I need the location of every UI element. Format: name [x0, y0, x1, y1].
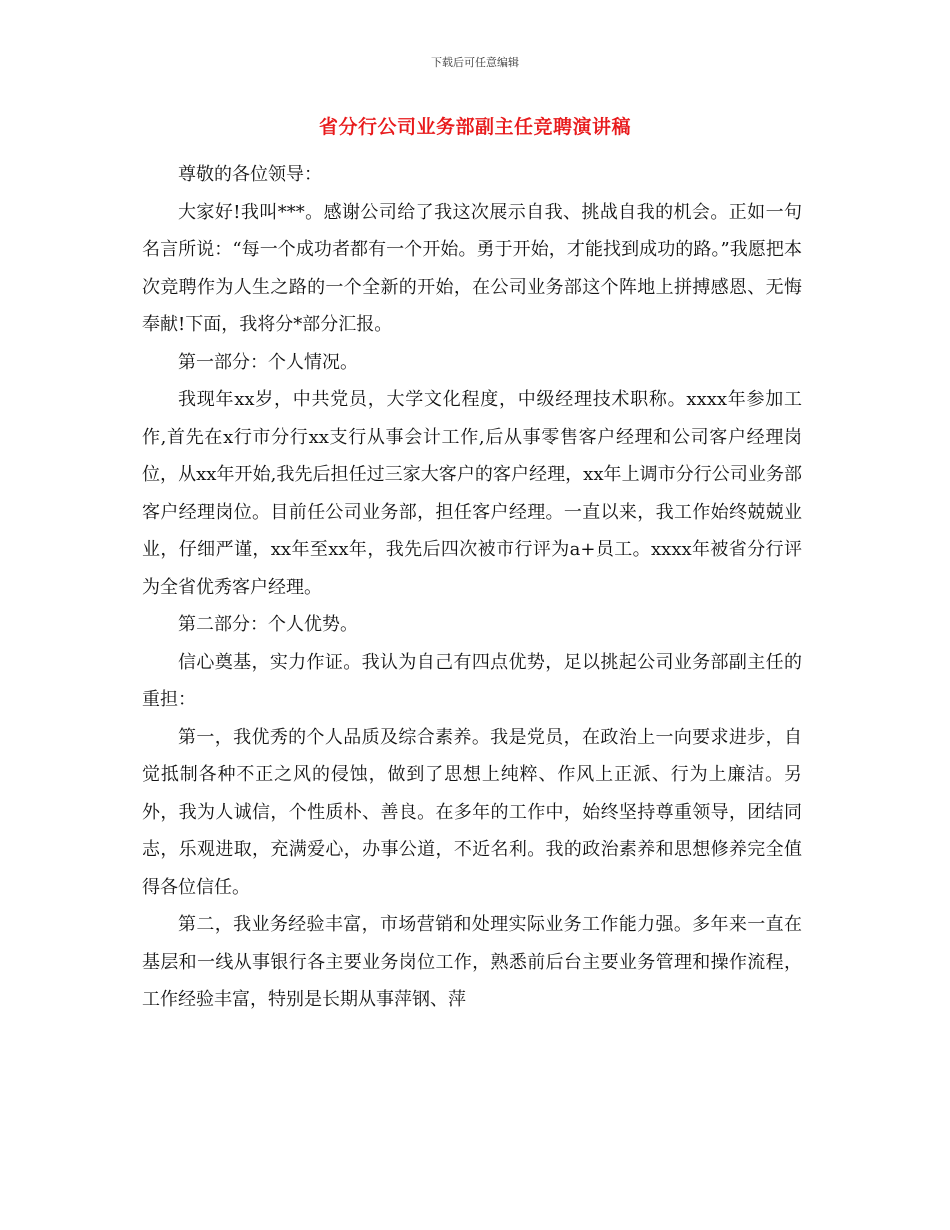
document-body — [142, 156, 802, 1019]
paragraph-personal-info: 我现年xx岁，中共党员，大学文化程度，中级经理技术职称。xxxx年参加工作,首先在x行市分行xx支行从事会计工作,后从事零售客户经理和公司客户经理岗位，从xx年开始,我先后担任过三家大客户的客户经理，xx年上调市分行公司业务部客户经理岗位。目前任公司业务部，担任客户经理。一直以来，我工作始终兢兢业业，仔细严谨，xx年至xx年，我先后四次被市行评为a+员工。xxxx年被省分行评为全省优秀客户经理。 — [142, 389, 802, 598]
header-note: 下载后可任意编辑 — [431, 56, 519, 69]
paragraph-intro: 大家好!我叫***。感谢公司给了我这次展示自我、挑战自我的机会。正如一句名言所说：“每一个成功者都有一个开始。勇于开始，才能找到成功的路。”我愿把本次竞聘作为人生之路的一个全新的开始，在公司业务部这个阵地上拼搏感恩、无悔奉献!下面，我将分*部分汇报。 — [142, 201, 802, 335]
paragraph-part-one-heading: 第一部分：个人情况。 — [178, 351, 358, 373]
paragraph-part-two-heading: 第二部分：个人优势。 — [178, 614, 358, 635]
document-title: 省分行公司业务部副主任竞聘演讲稿 — [318, 116, 631, 138]
paragraph-confidence: 信心奠基，实力作证。我认为自己有四点优势，足以挑起公司业务部副主任的重担： — [142, 651, 802, 710]
paragraph-salutation: 尊敬的各位领导： — [178, 164, 322, 185]
paragraph-first-advantage: 第一，我优秀的个人品质及综合素养。我是党员，在政治上一向要求进步，自觉抵制各种不正之风的侵蚀，做到了思想上纯粹、作风上正派、行为上廉洁。另外，我为人诚信，个性质朴、善良。在多年的工作中，始终坚持尊重领导，团结同志，乐观进取，充满爱心，办事公道，不近名利。我的政治素养和思想修养完全值得各位信任。 — [142, 726, 802, 898]
paragraph-second-advantage: 第二，我业务经验丰富，市场营销和处理实际业务工作能力强。多年来一直在基层和一线从事银行各主要业务岗位工作，熟悉前后台主要业务管理和操作流程，工作经验丰富，特别是长期从事萍钢、萍 — [142, 914, 802, 1010]
